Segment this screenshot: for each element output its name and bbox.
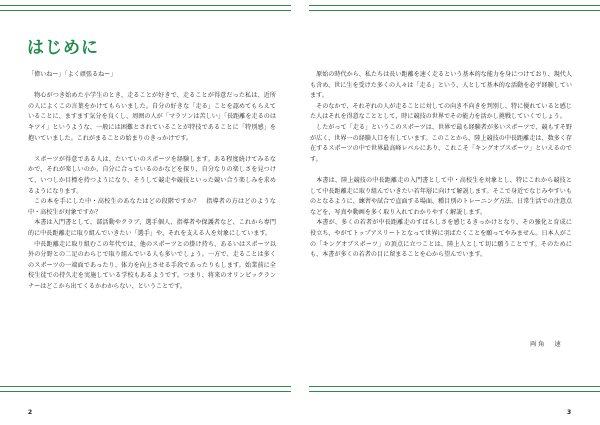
body-paragraph: 物心がつき始めた小学生のとき、走ることが好きで、走ることが得意だった私は、近所の人によくこの言葉をかけてもらいました。自分の好きな「走る」ことを認めてもらえていることに、ますます気分を良くし、周囲の人が「マラソンは苦しい」「長距離を走るのはキツイ」というような、一般には困難とされていることが特技であることに「特別感」を抱いていました。これがまることの始まりのきっかけです。 [28,92,276,142]
right-column-text [310,70,572,261]
left-column-text [28,70,276,292]
top-rule-right-1 [309,5,600,6]
body-paragraph: 原始の時代から、私たちは長い距離を速く走るという基本的な能力を身につけており、現代人も含め、世に生を受けた多くの人々は「走る」という、人として基本的な活動を必ず経験しています。 [310,71,572,100]
body-paragraph: 「偉いねー」「よく頑張るねー」 [28,71,117,78]
body-paragraph: 本書は入門書として、部活動やクラブ、選手個人、指導者や保護者など、これから専門的に中長距離走に取り組んでいきたい「選手」や、それを支える人を対象にしています。 [28,219,276,237]
body-paragraph: したがって「走る」というこのスポーツは、世界で最も経験者が多いスポーツで、競もすそ野が広く、世界一の経験人口を有しています。このことから、陸上競技の中長距離走は、数多く存在するスポーツの中で世界最高峰レベルにあり、これこそ「キングオブスポーツ」といえるのです。 [310,123,572,163]
author-name: 両角 速 [530,341,563,348]
bottom-rule-left-1 [0,386,291,387]
bottom-rule-left-2 [0,391,291,392]
paragraph-spacer [28,144,276,155]
page-number-right: 3 [567,409,572,416]
top-rule-left-1 [0,5,291,6]
top-rule-right-2 [309,10,600,11]
body-paragraph: 本書は、陸上競技の中長距離走の入門書として中・高校生を対象とし、特にこれから競技として中長距離走に取り組んでいきたい若年層に向けて解説します。そこで身近でなじみやすいものとなるように、練習や試合で直面する場面、種目別のトレーニング方法、日常生活での注意点などを、写真や動画を多く取り入れてわかりやすく解説します。 [310,176,572,216]
body-paragraph: そのなかで、それぞれの人が走ることに対しての向き不向きを判別し、特に優れていると感じた人はそれを得意なこととして、時に競技の世界でその能力を活かし挑戦していくでしょう。 [310,102,572,121]
top-rule-left-2 [0,10,291,11]
paragraph-spacer [28,81,276,92]
body-paragraph: スポーツが得意である人は、たいていのスポーツを経験します。ある程度続けてみるなかで、それが楽しいのか、自分に合っているのかなどを探り、自分なりの楽しさを見つけて、いつしか目標を持つようになり、そうして競走や競技といった競い合う楽しみを求めるようになります。 [28,155,276,195]
body-paragraph: 本書が、多くの若者が中長距離走のすばらしさを感じるきっかけとなり、その強化と育成に役立ち、やがてトップアスリートとなって世界に羽ばたくことを願ってやみません。日本人がこの「キングオブスポーツ」の頂点に立つことは、陸上人として切に願うことです。そのためにも、本書が多くの若者の目に留まることを心から望んでいます。 [310,219,572,259]
bottom-rule-right-2 [309,391,600,392]
bottom-rule-right-1 [309,386,600,387]
body-paragraph: 中長距離走に取り組むこの年代では、他のスポーツとの掛け持ち、あるいはスポーツ以外の分野との二足のわらじで取り組んでいる人も多いでしょう。一方で、走ることは多くのスポーツの一端面であったり、体力を向上させる手段であったりもします。始業前に全校生徒での持久走を実施している学校もあるようです。つまり、将来のオリンピックランナーはどこから出てくるかわからない、ということです。 [28,240,276,290]
paragraph-spacer [310,165,572,176]
body-paragraph: この本を手にした中・高校生のあなたはどの段階ですか？ 指導者の方はどのような中・高校生が対象ですか？ [28,198,276,216]
page-number-left: 2 [28,409,33,416]
page-title: はじめに [27,38,99,58]
